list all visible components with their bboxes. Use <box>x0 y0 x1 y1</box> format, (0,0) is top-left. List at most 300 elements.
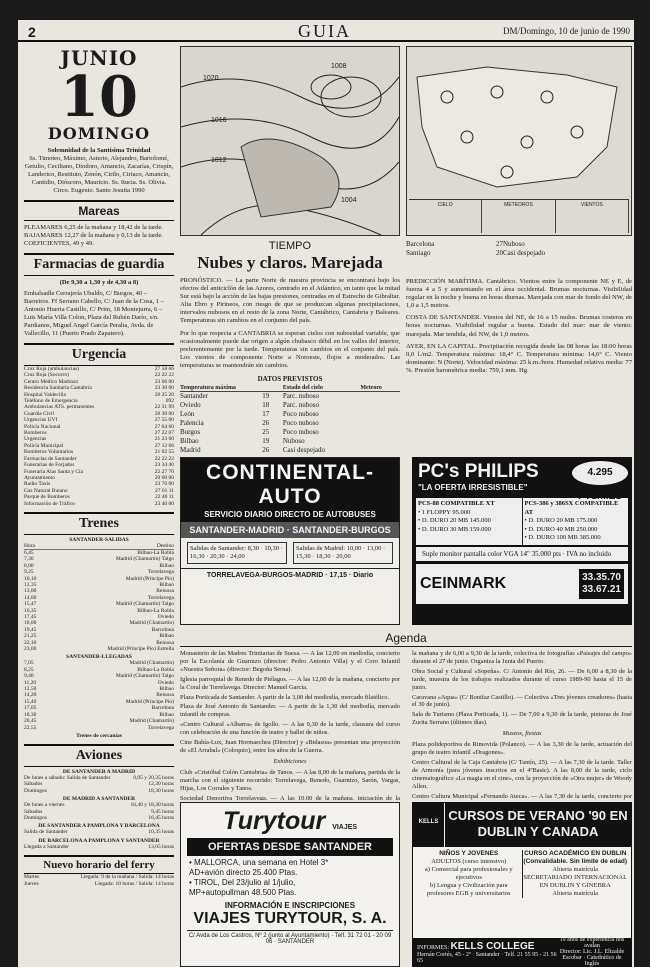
offer-1-title: • MALLORCA, una semana en Hotel 3* <box>189 858 329 867</box>
urgencia-row-cell: Policía Municipal <box>24 442 64 449</box>
left-column <box>24 46 174 887</box>
urgencia-heading: Urgencia <box>24 343 174 366</box>
flight-row-cell: Domingos <box>24 814 47 821</box>
urgencia-row-cell: 27 22 07 <box>154 430 174 437</box>
urgencia-row-cell: Ambulancias ATS. permanentes <box>24 404 95 411</box>
isobar-label-1: 1020 <box>203 75 219 82</box>
train-row-cell: 7,05 <box>24 660 34 667</box>
agenda-item: Cine Bahía-Lux, Juan Hormaechea (Director) y «Bidasoa» presentan una proyección de «El Arrabal» (Coloquio), entre los años de la Guerra. <box>180 739 400 754</box>
agenda-item: Monasterio de las Madres Trinitarias de Suesa. — A las 12,00 en mediodía, concierto por la Escolanía de Guarnizo (director: Pedro Antonio Villa) y el Coro Infantil «Nuestra Señora» (director: Begoña Serna). <box>180 650 400 673</box>
datos-cell <box>360 428 400 437</box>
turytour-logo <box>181 803 399 836</box>
offer-2-detail: MP+autopullman 48.500 Ptas. <box>189 888 297 897</box>
kells-informes: INFORMES: <box>417 944 450 951</box>
datos-cell: Bilbao <box>180 437 199 446</box>
urgencia-row-cell: 22 22 22 <box>154 372 174 379</box>
train-row-cell: 13,00 <box>24 588 37 595</box>
ferry-list <box>24 874 174 887</box>
agenda-item: Iglesia parroquial de Renedo de Piélagos. — A las 12,00 de la mañana, concierto por la Coral de Torrelavega. Director: Manuel Garcia. <box>180 675 400 691</box>
aviones-list-2 <box>24 802 174 821</box>
page-header <box>18 20 634 42</box>
urgencia-row-cell: Cruz Roja (ambulancias) <box>24 366 79 372</box>
datos-row <box>180 401 400 410</box>
kells-logo: KELLS <box>413 803 445 847</box>
urgencia-row-cell: Ayuntamiento <box>24 474 55 481</box>
isobar-map <box>180 46 400 236</box>
train-row-cell: 18,00 <box>24 620 37 627</box>
pc-offer-line: • D. DURO 100 MB 385.000 <box>524 534 601 541</box>
urgencia-row-cell: Gas Natural Butano <box>24 487 68 494</box>
agenda-item: Sociedad Deportiva Torrelavega. — A las 10,00 de la mañana, iniciación de la <box>180 794 400 800</box>
train-row-cell: Madrid (Chamartín) Talgo <box>115 556 174 563</box>
legend-meteoros: METEOROS <box>482 200 555 233</box>
datos-cell <box>360 419 400 428</box>
datos-cell: León <box>180 410 195 419</box>
ceinmark-name: CEINMARK <box>420 574 507 592</box>
urgencia-row-cell: 23 66 00 <box>154 378 174 385</box>
continental-schedule <box>181 538 399 568</box>
date-month: JUNIO <box>60 46 138 70</box>
train-row-cell: Madrid (Chamartín) <box>129 718 174 725</box>
flight-row-cell: 12,30 horas <box>148 781 174 788</box>
datos-row <box>180 446 400 455</box>
urgencia-row-cell: Radio Taxis <box>24 481 51 488</box>
datos-cell <box>360 392 400 402</box>
urgencia-row-cell: Cruz Roja (Socorro) <box>24 372 69 379</box>
kells-courses <box>413 847 631 901</box>
page-number: 2 <box>28 24 36 40</box>
legend-vientos: VIENTOS <box>556 200 629 233</box>
farmacias-hours: (De 9,30 a 1,30 y de 4,30 a 8) <box>59 279 139 286</box>
urgencia-row-cell: Guardia Civil <box>24 410 55 417</box>
datos-cell <box>360 401 400 410</box>
datos-cell: 26 <box>262 419 270 428</box>
train-row-cell: Oviedo <box>157 679 174 686</box>
pc-title: PC's PHILIPS <box>418 461 539 482</box>
ferry-heading: Nuevo horario del ferry <box>24 855 174 874</box>
continental-auto-ad <box>180 457 400 625</box>
ferry-row-cell: Martes <box>24 874 40 881</box>
city-weather-row <box>406 249 632 258</box>
urgencia-row-cell: 22 22 22 <box>154 455 174 462</box>
urgencia-row-cell: 20 30 00 <box>154 410 174 417</box>
turytour-logo-sub: VIAJES <box>332 824 358 831</box>
train-row-cell: 9,40 <box>24 673 34 680</box>
flight-row <box>24 788 174 794</box>
aviones-group-4: DE BARCELONA A PAMPLONA Y SANTANDER <box>38 837 160 844</box>
datos-col-cielo: Estado del cielo <box>283 385 361 392</box>
aviones-list-1 <box>24 775 174 794</box>
pc-offer-line: • D. DURO 20 MB 175.000 <box>524 517 598 524</box>
turytour-company: VIAJES TURYTOUR, S. A. <box>193 910 387 927</box>
datos-cell: 18 <box>262 401 270 410</box>
datos-col-temp: Temperatura máxima <box>180 385 283 392</box>
urgencia-row-cell: 092 <box>165 398 174 405</box>
datos-cell <box>360 410 400 419</box>
flight-row-cell: 10,35 horas <box>148 829 174 836</box>
pc-offer-line: PCS-88 COMPATIBLE XT <box>418 500 495 507</box>
train-row-cell: 15,40 <box>24 698 37 705</box>
aviones-heading: Aviones <box>24 744 174 767</box>
urgencia-row-cell: Bomberos <box>24 430 47 437</box>
trenes-salidas-list <box>24 550 174 653</box>
trenes-note: Trenes de cercanías <box>76 732 122 739</box>
agenda-item: la mañana y de 6,00 a 9,30 de la tarde, colectiva de fotografías «Paisajes del campo» durante el 27 de junio. Organiza la Junta del Puerto. <box>412 650 632 665</box>
agenda-column-1 <box>180 650 400 800</box>
train-row-cell: 18,30 <box>24 711 37 718</box>
agenda-exhib-heading: Exhibiciones <box>273 757 307 765</box>
flight-row <box>24 844 174 850</box>
train-row-cell: Madrid (Chamartín) <box>129 620 174 627</box>
agenda-museos-heading: Museos, fiestas <box>502 730 542 738</box>
city-weather-row-cell: Barcelona <box>406 240 435 248</box>
spain-map-graphic <box>407 47 631 197</box>
train-row-cell: Reinosa <box>156 639 174 646</box>
agenda-item: Plaza Porticada de Santander. A partir de la 3,00 del mediodía, mercado filatélico. <box>180 693 390 701</box>
section-title: GUIA <box>298 21 351 41</box>
legend-cielo: CIELO <box>409 200 482 233</box>
kells-course-line: CURSO ACADÉMICO EN DUBLIN (Convalidable. Sin límite de edad) <box>523 850 628 865</box>
datos-cell: 19 <box>262 437 270 446</box>
urgencia-row-cell: Urgencias <box>24 436 47 443</box>
tiempo-section <box>180 240 400 455</box>
datos-cell: Palencia <box>180 419 204 428</box>
trenes-colhead <box>24 543 174 550</box>
urgencia-row-cell: 23 40 00 <box>154 500 174 507</box>
agenda-column-2 <box>412 650 632 800</box>
train-row-cell: Madrid (Chamartín) Talgo <box>115 601 174 608</box>
datos-cell: 25 <box>262 428 270 437</box>
flight-row-cell: Sábados <box>24 781 43 788</box>
flight-row-cell: Sábados <box>24 808 43 815</box>
city-weather-row-cell: 20 <box>496 249 503 257</box>
ceinmark-phone-2: 33.67.21 <box>582 583 621 595</box>
date-weekday: DOMINGO <box>47 124 151 143</box>
turytour-info: INFORMACIÓN E INSCRIPCIONES <box>224 901 356 910</box>
train-row-cell: Bilbao <box>159 711 174 718</box>
datos-row <box>180 419 400 428</box>
pc-offer-line: • 1 FLOPPY 95.000 <box>418 508 471 516</box>
datos-cell <box>360 446 400 455</box>
ferry-row-cell: Llegada: 10 horas / Salida: 14 horas <box>94 880 174 887</box>
flight-row-cell: 9,45 horas <box>151 808 174 815</box>
train-row-cell: Madrid (Chamartín) <box>129 660 174 667</box>
datos-cell: Burgos <box>180 428 201 437</box>
isobar-label-4: 1008 <box>331 63 347 70</box>
ayer-text: AYER, EN LA CAPITAL. Precipitación recogida desde las 08 horas las 18:00 horas 0,0 l./m2. Temperatura máxima: 18,4° C. Temperatura mínima: 14,6° C. Viento dominante: N (Norte). Velocidad máxima: 25 k.m./hora. Humedad relativa media: 77 %. Presión barométrica media: 759,1 mm. Hg. <box>406 342 632 374</box>
train-row-cell: Torrelavega <box>147 594 174 601</box>
isobar-label-2: 1016 <box>211 117 227 124</box>
train-row-cell: Reinosa <box>156 588 174 595</box>
agenda-item: «Centro Cultural «Albarra» de Igollo. — A las 9,30 de la tarde, clausura del curso con celebración de una función de teatro y ballet de niños. <box>180 721 400 737</box>
pc-offer-line: • D. DURO 40 MB 250.000 <box>524 525 598 533</box>
train-row-cell: Torrelavega <box>147 724 174 731</box>
train-row-cell: 17,45 <box>24 614 37 620</box>
agenda-item: Plaza de José Antonio de Santander. — A partir de la 1,30 del mediodía, mercado infantil de compras. <box>180 703 400 719</box>
datos-cell: Parc. nuboso <box>282 401 319 410</box>
trenes-group-salidas: SANTANDER-SALIDAS <box>69 536 129 543</box>
datos-cell: 19 <box>262 392 270 401</box>
turytour-offer-1-price <box>181 868 399 878</box>
train-row-cell: 22,10 <box>24 639 37 646</box>
forecast-text: PRONÓSTICO. — La parte Norte de nuestra provincia se encontrará bajo los efectos del anticiclón de las Azores, centrado en el Atlántico, en tanto que la mitad Sur está bajo la acción de las bajas presiones, centradas en el Estrecho de Gibraltar. Alta Ebro y Pirineos, con riesgo de que se produzcan algunas precipitaciones, intervalos nubosos en el resto de la zona Norte, Cantábrico, Cantabria y Baleares. Temperaturas sin cambios en el conjunto del país. <box>180 277 400 325</box>
continental-sched-2: Salidas de Madrid: 10,00 · 13,00 · 15,30 · 18,30 · 20,00 <box>293 542 393 564</box>
urgencia-row-cell: 27 58 66 <box>154 366 174 372</box>
urgencia-row <box>24 501 174 507</box>
continental-route: SANTANDER-MADRID · SANTANDER-BURGOS <box>181 522 399 538</box>
train-row-cell: 7,30 <box>24 556 34 563</box>
train-row-cell: Madrid (Príncipe Pío) <box>125 575 174 582</box>
kells-headline: CURSOS DE VERANO '90 EN DUBLIN Y CANADA <box>448 808 628 839</box>
datos-cell: Poco nuboso <box>282 410 319 419</box>
kells-header <box>413 803 631 847</box>
flight-row-cell: 8,05 y 20,35 horas <box>133 774 174 781</box>
urgencia-row-cell: 23 30 00 <box>154 385 174 392</box>
kells-course-line: NIÑOS Y JOVENES <box>439 850 499 857</box>
datos-row <box>180 410 400 419</box>
urgencia-row-cell: Funeraria Alas Santa y Cía <box>24 468 83 475</box>
trenes-group-llegadas: SANTANDER-LLEGADAS <box>66 654 132 661</box>
urgencia-row-cell: 20 00 00 <box>154 474 174 481</box>
train-row-cell: 21,25 <box>24 633 37 640</box>
train-row-cell: 15,47 <box>24 601 37 608</box>
flight-row-cell: De lunes a viernes <box>24 802 65 809</box>
city-weather-row-cell: Santiago <box>406 249 431 257</box>
pc-offer-line: PCS-386 y 386SX COMPATIBLE AT <box>524 500 619 516</box>
train-row-cell: Reinosa <box>156 692 174 699</box>
datos-cell: Madrid <box>180 446 201 455</box>
isobar-label-5: 1004 <box>341 197 357 204</box>
trenes-col-destino: Destino <box>156 542 174 549</box>
train-row-cell: Bilbao <box>159 686 174 693</box>
urgencia-row-cell: 27 55 00 <box>154 417 174 424</box>
kells-footer <box>413 938 631 966</box>
ceinmark-dealer <box>416 564 628 604</box>
urgencia-row-cell: Residencia Sanitaria Cantabria <box>24 385 92 392</box>
pc-offer-line: • D. DURO 30 MB 159.000 <box>418 525 491 533</box>
train-row <box>24 725 174 731</box>
agenda-item: Centro Cultura Municipal «Fernando Ateca». — A las 7,30 de la tarde, concierto por <box>412 792 632 800</box>
kells-col-dublin <box>522 850 629 898</box>
urgencia-row-cell: 27 61 11 <box>154 487 174 494</box>
continental-name: CONTINENTAL-AUTO <box>206 461 374 508</box>
datos-cell: Nuboso <box>282 437 305 446</box>
urgencia-row-cell: 22 40 11 <box>154 494 174 501</box>
train-row-cell: 19,45 <box>24 626 37 633</box>
pc-col-xt <box>416 498 522 545</box>
train-row-cell: Bilbao-La Robla <box>137 607 174 614</box>
city-weather-row-cell: Casi despejado <box>503 249 546 257</box>
tiempo-title: Nubes y claros. Marejada <box>197 253 383 272</box>
urgencia-row-cell: Funerarias de Forjados <box>24 462 75 469</box>
urgencia-row-cell: 23 34 40 <box>154 462 174 469</box>
kells-course-line: a) Comercial para profesionales y ejecutivos <box>424 866 513 881</box>
train-row-cell: Barcelona <box>151 705 174 712</box>
train-row-cell: 8,25 <box>24 666 34 673</box>
agenda-heading: Agenda <box>180 631 632 647</box>
flight-row-cell: Domingos <box>24 787 47 794</box>
train-row-cell: Madrid (Príncipe Pío) <box>125 698 174 705</box>
flight-row-cell: 16,45 horas <box>148 814 174 821</box>
aviones-group-1: DE SANTANDER A MADRID <box>62 768 136 775</box>
philips-pc-ad <box>412 457 632 625</box>
kells-course-line: Abierta matrícula <box>552 866 599 873</box>
urgencia-row-cell: 21 02 55 <box>154 449 174 456</box>
urgencia-row-cell: Farmacias de Santander <box>24 455 77 462</box>
urgencia-row-cell: 20 25 20 <box>154 391 174 398</box>
datos-cell: Poco nuboso <box>282 419 319 428</box>
train-row-cell: Torrelavega <box>147 569 174 576</box>
offer-2-title: • TIROL, Del 23/julio al 1/julio, <box>189 878 296 887</box>
urgencia-row-cell: Información de Tráfico <box>24 500 76 507</box>
flight-row-cell: Llegada a Santander <box>24 843 69 850</box>
kells-course-line: SECRETARIADO INTERNACIONAL EN DUBLIN Y GINEBRA <box>523 874 628 889</box>
agenda-item: Sala de Turismo (Plaza Porticada, 1). — De 7,00 a 9,30 de la tarde, pinturas de José Zurita Serrano (últimos días). <box>412 711 632 727</box>
train-row-cell: 14,00 <box>24 594 37 601</box>
pc-monitor-line: Suple monitor pantalla color VGA 14" 35.000 pts · IVA no incluido <box>416 547 628 561</box>
aviones-group-2: DE MADRID A SANTANDER <box>62 796 136 803</box>
train-row-cell: 9,25 <box>24 569 34 576</box>
continental-sched-1: Salidas de Santander: 8,30 · 10,30 · 16,30 · 20,30 · 24,00 <box>187 542 287 564</box>
urgencia-row-cell: 22 27 70 <box>154 468 174 475</box>
urgencia-row-cell: Hospital Valdecilla <box>24 391 66 398</box>
turytour-offer-2-price <box>181 888 399 898</box>
flight-row-cell: De lunes a sábado: Salida de Santander <box>24 774 111 781</box>
datos-cell: Casi despejado <box>282 446 326 455</box>
train-row-cell: Barcelona <box>151 626 174 633</box>
forecast-text-2: Por lo que respecta a CANTABRIA se esperan cielos con nubosidad variable, que ocasionalmente puede dar origen a algún chubasco débil en los valles del interior, preferentemente por la tarde. Temperaturas sin cambios en el conjunto del país. Los vientos de componente Norte a Noroeste, flojos a moderados. Las temperaturas se mantendrán sin cambios. <box>180 329 400 369</box>
costa-text: COSTA DE SANTANDER. Vientos del NE, de 16 a 15 nudos. Brumas costeras en horas nocturnas. Visibilidad regular a buena. Estado del mar: mar de viento: marejada. Mar tendida, del NW, de 1,0 metros. <box>406 314 632 338</box>
mareas-heading: Mareas <box>24 200 174 221</box>
datos-cell: Poco nuboso <box>282 428 319 437</box>
city-weather-row <box>406 240 632 249</box>
urgencia-row-cell: 27 12 66 <box>154 442 174 449</box>
turytour-ad <box>180 802 400 967</box>
agenda-item: Club «Cristóbal Colón Cantabria» de Tanos. — A las 8,00 de la mañana, partida de la marcha con el siguiente recorrido: Torrelavega, Renedo, Guarnizo, Sarón, Vargas, Hijas, Los Corrales y Tanos. <box>180 768 400 792</box>
train-row-cell: Bilbao-La Robla <box>137 666 174 673</box>
urgencia-row-cell: 22 31 99 <box>154 404 174 411</box>
train-row-cell: 22,55 <box>24 724 37 731</box>
datos-title: DATOS PREVISTOS <box>257 375 323 384</box>
pc-price-badge: 4.295 PTS/MES <box>572 461 628 485</box>
urgencia-row-cell: Centro Médico Madrazo <box>24 378 79 385</box>
date-day: 10 <box>60 64 138 130</box>
train-row-cell: Bilbao-La Robla <box>137 549 174 556</box>
urgencia-row-cell: Urgencias UVI <box>24 417 58 424</box>
newspaper-page <box>18 20 634 967</box>
urgencia-row-cell: Parque de Bomberos <box>24 494 70 501</box>
train-row-cell: 20,45 <box>24 718 37 725</box>
train-row-cell: 17,05 <box>24 705 37 712</box>
turytour-offer-2 <box>181 878 399 888</box>
kells-course-line: Abierta matrícula <box>552 890 599 897</box>
train-row-cell: Madrid (Príncipe Pío) Estrella <box>107 646 174 653</box>
weather-legend <box>409 199 629 233</box>
trenes-col-hora: Hora <box>24 542 35 549</box>
flight-row <box>24 829 174 835</box>
ceinmark-phones <box>579 569 624 599</box>
urgencia-row-cell: Teléfono de Emergencia <box>24 398 78 405</box>
flight-row <box>24 815 174 821</box>
kells-col-ninos <box>416 850 522 898</box>
train-row-cell: 11,20 <box>24 679 37 686</box>
continental-tagline: SERVICIO DIARIO DIRECTO DE AUTOBUSES <box>204 510 376 519</box>
kells-extra <box>557 937 627 967</box>
kells-director: Director: Lic. J.L. Elizalde Escobar · Catedrático de Inglés <box>559 949 625 967</box>
tiempo-label: TIEMPO <box>268 240 312 252</box>
ceinmark-phone-1: 33.35.70 <box>582 571 621 583</box>
kells-years: 19 años de experiencia nos avalan <box>559 937 625 949</box>
isobar-label-3: 1012 <box>211 157 227 164</box>
city-weather-row-cell: Nuboso <box>503 240 525 248</box>
kells-contact <box>417 941 557 964</box>
train-row-cell: Bilbao <box>159 562 174 569</box>
agenda-item: Plaza polideportiva de Rimovida (Polanco). — A las 3,30 de la tarde, actuación del grupo de teatro infantil «Dragones». <box>412 741 632 756</box>
train-row-cell: 23,00 <box>24 646 37 653</box>
flight-row-cell: 18,30 horas <box>148 787 174 794</box>
train-row-cell: Bilbao <box>159 633 174 640</box>
agenda-item: Centro Cultural de la Caja Cantabria (C/ Tantín, 25). — A las 7,30 de la tarde. Taller de Armonía (para jóvenes inscritos en el 4ºBasic). A las 8,00 de la tarde, ciclo cinematográfico «La magia en el cine», con la proyección de «Otra mujer» de Woody Allen. <box>412 758 632 790</box>
turytour-offer-1 <box>181 858 399 868</box>
city-weather-row-cell: 27 <box>496 240 503 248</box>
turytour-offer-bar: OFERTAS DESDE SANTANDER <box>187 838 393 856</box>
ferry-row-cell: Jueves <box>24 880 39 887</box>
train-row <box>24 646 174 652</box>
datos-row <box>180 428 400 437</box>
datos-cell: Oviedo <box>180 401 201 410</box>
urgencia-list <box>24 366 174 507</box>
urgencia-row-cell: 21 23 00 <box>154 436 174 443</box>
kells-college-ad <box>412 802 632 967</box>
datos-cell: Santander <box>180 392 208 401</box>
train-row-cell: Bilbao <box>159 581 174 588</box>
datos-cell: 26 <box>262 446 270 455</box>
spain-weather-map <box>406 46 632 236</box>
saints-list: Ss. Timoteo, Máximo, Asterio, Alejandro, Bartolomé, Getulio, Ceciliano, Diodoro, Amancio, Zacarías, Crispín, Landerico, Restituto, Zenón, Cirilo, Ciriaco, Amancio, Cantidio, Dióscoro, Mauricio. Ss. Itucia. Ss. Olivia. Circo. Eugenio. Santo Jesuita 1990 <box>24 155 174 194</box>
train-row-cell: 14,20 <box>24 692 37 699</box>
datos-row <box>180 392 400 402</box>
flight-row-cell: 13,05 horas <box>148 843 174 850</box>
train-row-cell: 16,35 <box>24 607 37 614</box>
train-row-cell: Oviedo <box>157 614 174 620</box>
turytour-logo-text: Turytour <box>222 807 326 835</box>
ferry-row <box>24 881 174 887</box>
continental-foot: TORRELAVEGA-BURGOS-MADRID · 17,15 · Diario <box>181 568 399 579</box>
train-row-cell: 10,10 <box>24 575 37 582</box>
kells-course-line: ADULTOS (curso intensivo) <box>431 858 507 865</box>
agenda-item: Obra Social y Cultural «Sopeña». C/ Antonio del Río, 26. — De 6,00 a 8,30 de la tarde, muestra de los trabajos realizados durante el curso 1989-90 hasta el 15 de junio. <box>412 667 632 691</box>
flight-row-cell: Salida de Santander <box>24 829 68 836</box>
kells-college-name: KELLS COLLEGE <box>450 940 535 952</box>
train-row-cell: Madrid (Chamartín) Talgo <box>115 673 174 680</box>
right-city-rows <box>406 240 632 258</box>
train-row-cell: 6,45 <box>24 549 34 556</box>
trenes-heading: Trenes <box>24 512 174 535</box>
pc-subtitle: "LA OFERTA IRRESISTIBLE" <box>418 483 528 492</box>
maritima-text: PREDICCIÓN MARÍTIMA. Cantábrico. Vientos entre la componente NE y E, de fuerza 4 a 5 y aumentando en el área occidental. Brumas nocturnas. Visibilidad regular en la noche y buena en horas diurnas. Marejada con mar de fondo del NW, de 1,0 a 1,5 metros. <box>406 278 632 310</box>
datos-table <box>180 385 400 455</box>
mareas-text: PLEAMARES 6,25 de la mañana y 18,42 de la tarde. BAJAMARES 12,27 de la mañana y 0,13 de la tarde. COEFICIENTES, 49 y 49. <box>24 224 164 247</box>
issue-date: DM/Domingo, 10 de junio de 1990 <box>503 26 630 36</box>
flight-row-cell: 16,40 y 18,30 horas <box>130 802 174 809</box>
train-row-cell: 8,00 <box>24 562 34 569</box>
urgencia-row-cell: Policía Nacional <box>24 423 61 430</box>
turytour-address: C/ Avda de Los Castros, Nº 2 (junto al Ayuntamiento) · Telf. 31 72 01 - 20 09 06 · SANTANDER <box>187 930 393 945</box>
train-row-cell: 12,35 <box>24 581 37 588</box>
train-row-cell: 12,50 <box>24 686 37 693</box>
pc-offer-line: • D. DURO 20 MB 145.000 <box>418 517 491 524</box>
saints-title: Solemnidad de la Santísima Trinidad <box>47 147 151 154</box>
